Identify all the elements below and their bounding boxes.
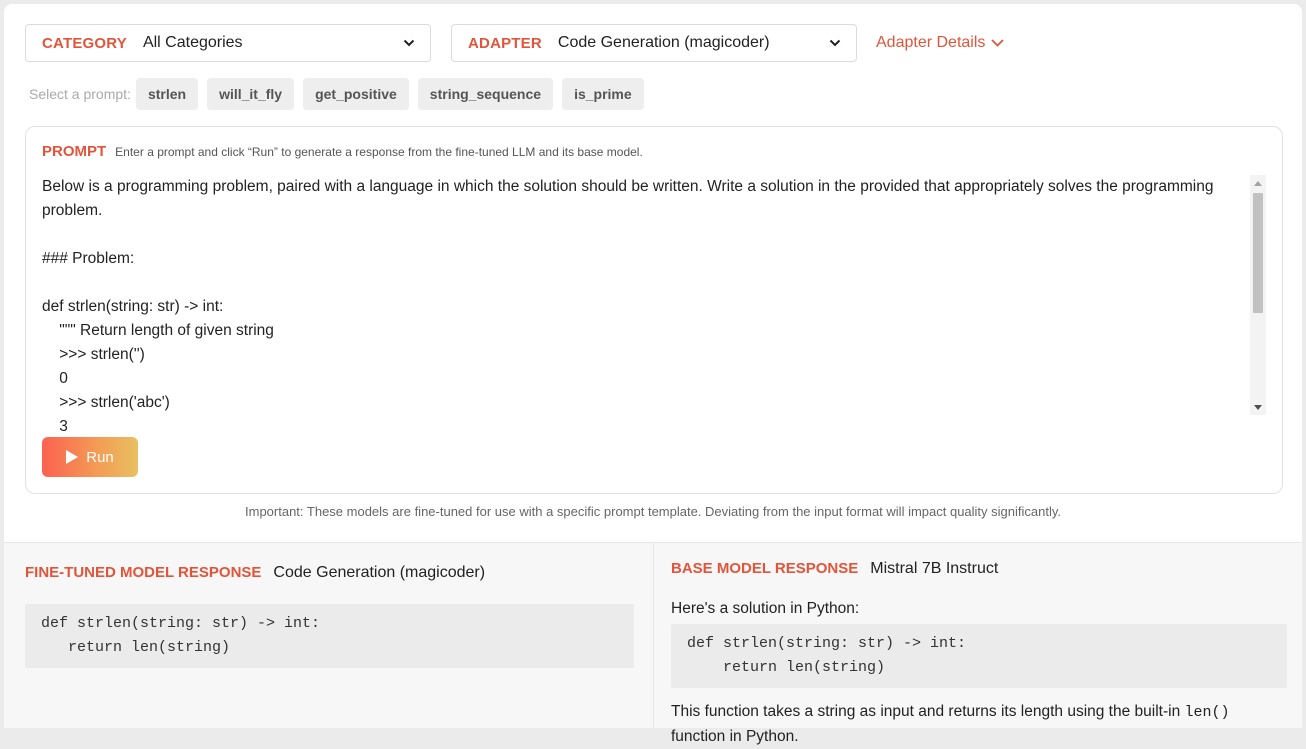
adapter-value: Code Generation (magicoder) <box>557 34 770 51</box>
adapter-details-toggle[interactable] <box>876 34 1004 52</box>
category-select[interactable] <box>25 24 431 62</box>
app-container <box>4 4 1302 745</box>
base-header <box>671 560 998 578</box>
prompt-chip-strlen[interactable]: strlen <box>136 78 198 110</box>
chevron-down-icon <box>828 36 842 50</box>
prompt-header <box>42 143 643 160</box>
base-outro <box>671 700 1281 749</box>
prompt-picker-hint: Select a prompt: <box>29 86 131 102</box>
prompt-chip-string-sequence[interactable]: string_sequence <box>418 78 553 110</box>
base-intro: Here's a solution in Python: <box>671 600 860 617</box>
prompt-title: PROMPT <box>42 143 107 160</box>
adapter-label: ADAPTER <box>468 34 542 52</box>
base-outro-text: This function takes a string as input and returns its length using the built-in <box>671 703 1185 720</box>
base-title: BASE MODEL RESPONSE <box>671 560 859 577</box>
run-label: Run <box>86 448 114 466</box>
prompt-chip-will-it-fly[interactable]: will_it_fly <box>207 78 294 110</box>
prompt-card <box>25 126 1283 494</box>
prompt-picker <box>29 78 653 110</box>
fine-tuned-header <box>25 564 485 582</box>
play-icon <box>66 450 78 464</box>
notice-text: Important: These models are fine-tuned for use with a specific prompt template. Deviating from the input format will impact quality significantly. <box>245 504 1061 519</box>
prompt-scrollbar[interactable] <box>1250 175 1266 415</box>
run-button[interactable] <box>42 437 138 477</box>
base-outro-tail: function in Python. <box>671 728 799 745</box>
adapter-details-label: Adapter Details <box>876 34 986 51</box>
prompt-chip-get-positive[interactable]: get_positive <box>303 78 409 110</box>
scrollbar-thumb[interactable] <box>1253 193 1263 313</box>
chevron-down-icon <box>991 39 1004 47</box>
adapter-select[interactable] <box>451 24 857 62</box>
fine-tuned-model: Code Generation (magicoder) <box>273 564 486 581</box>
base-outro-code: len() <box>1184 704 1230 721</box>
category-label: CATEGORY <box>42 34 127 52</box>
top-controls <box>4 4 1302 84</box>
base-code: def strlen(string: str) -> int: return len(string) <box>671 624 1287 688</box>
category-value: All Categories <box>142 34 243 51</box>
prompt-subtitle: Enter a prompt and click “Run” to generate a response from the fine-tuned LLM and its base model. <box>115 145 643 159</box>
fine-tuned-code: def strlen(string: str) -> int: return len(string) <box>25 604 634 668</box>
prompt-textarea[interactable]: Below is a programming problem, paired with a language in which the solution should be written. Write a solution in the provided that appropriately solves the programming problem. ### Problem: def strlen(string: str) -> int: """ Return length of given string >>> strlen('') 0 >>> strlen('abc') 3 <box>42 178 1214 435</box>
responses-panel <box>4 542 1302 745</box>
scroll-up-icon[interactable] <box>1250 175 1266 191</box>
chevron-down-icon <box>402 36 416 50</box>
prompt-chip-is-prime[interactable]: is_prime <box>562 78 644 110</box>
base-model: Mistral 7B Instruct <box>870 560 999 577</box>
fine-tuned-title: FINE-TUNED MODEL RESPONSE <box>25 564 262 581</box>
scroll-down-icon[interactable] <box>1250 399 1266 415</box>
fine-tuned-response <box>4 543 654 729</box>
base-response <box>654 543 1302 745</box>
